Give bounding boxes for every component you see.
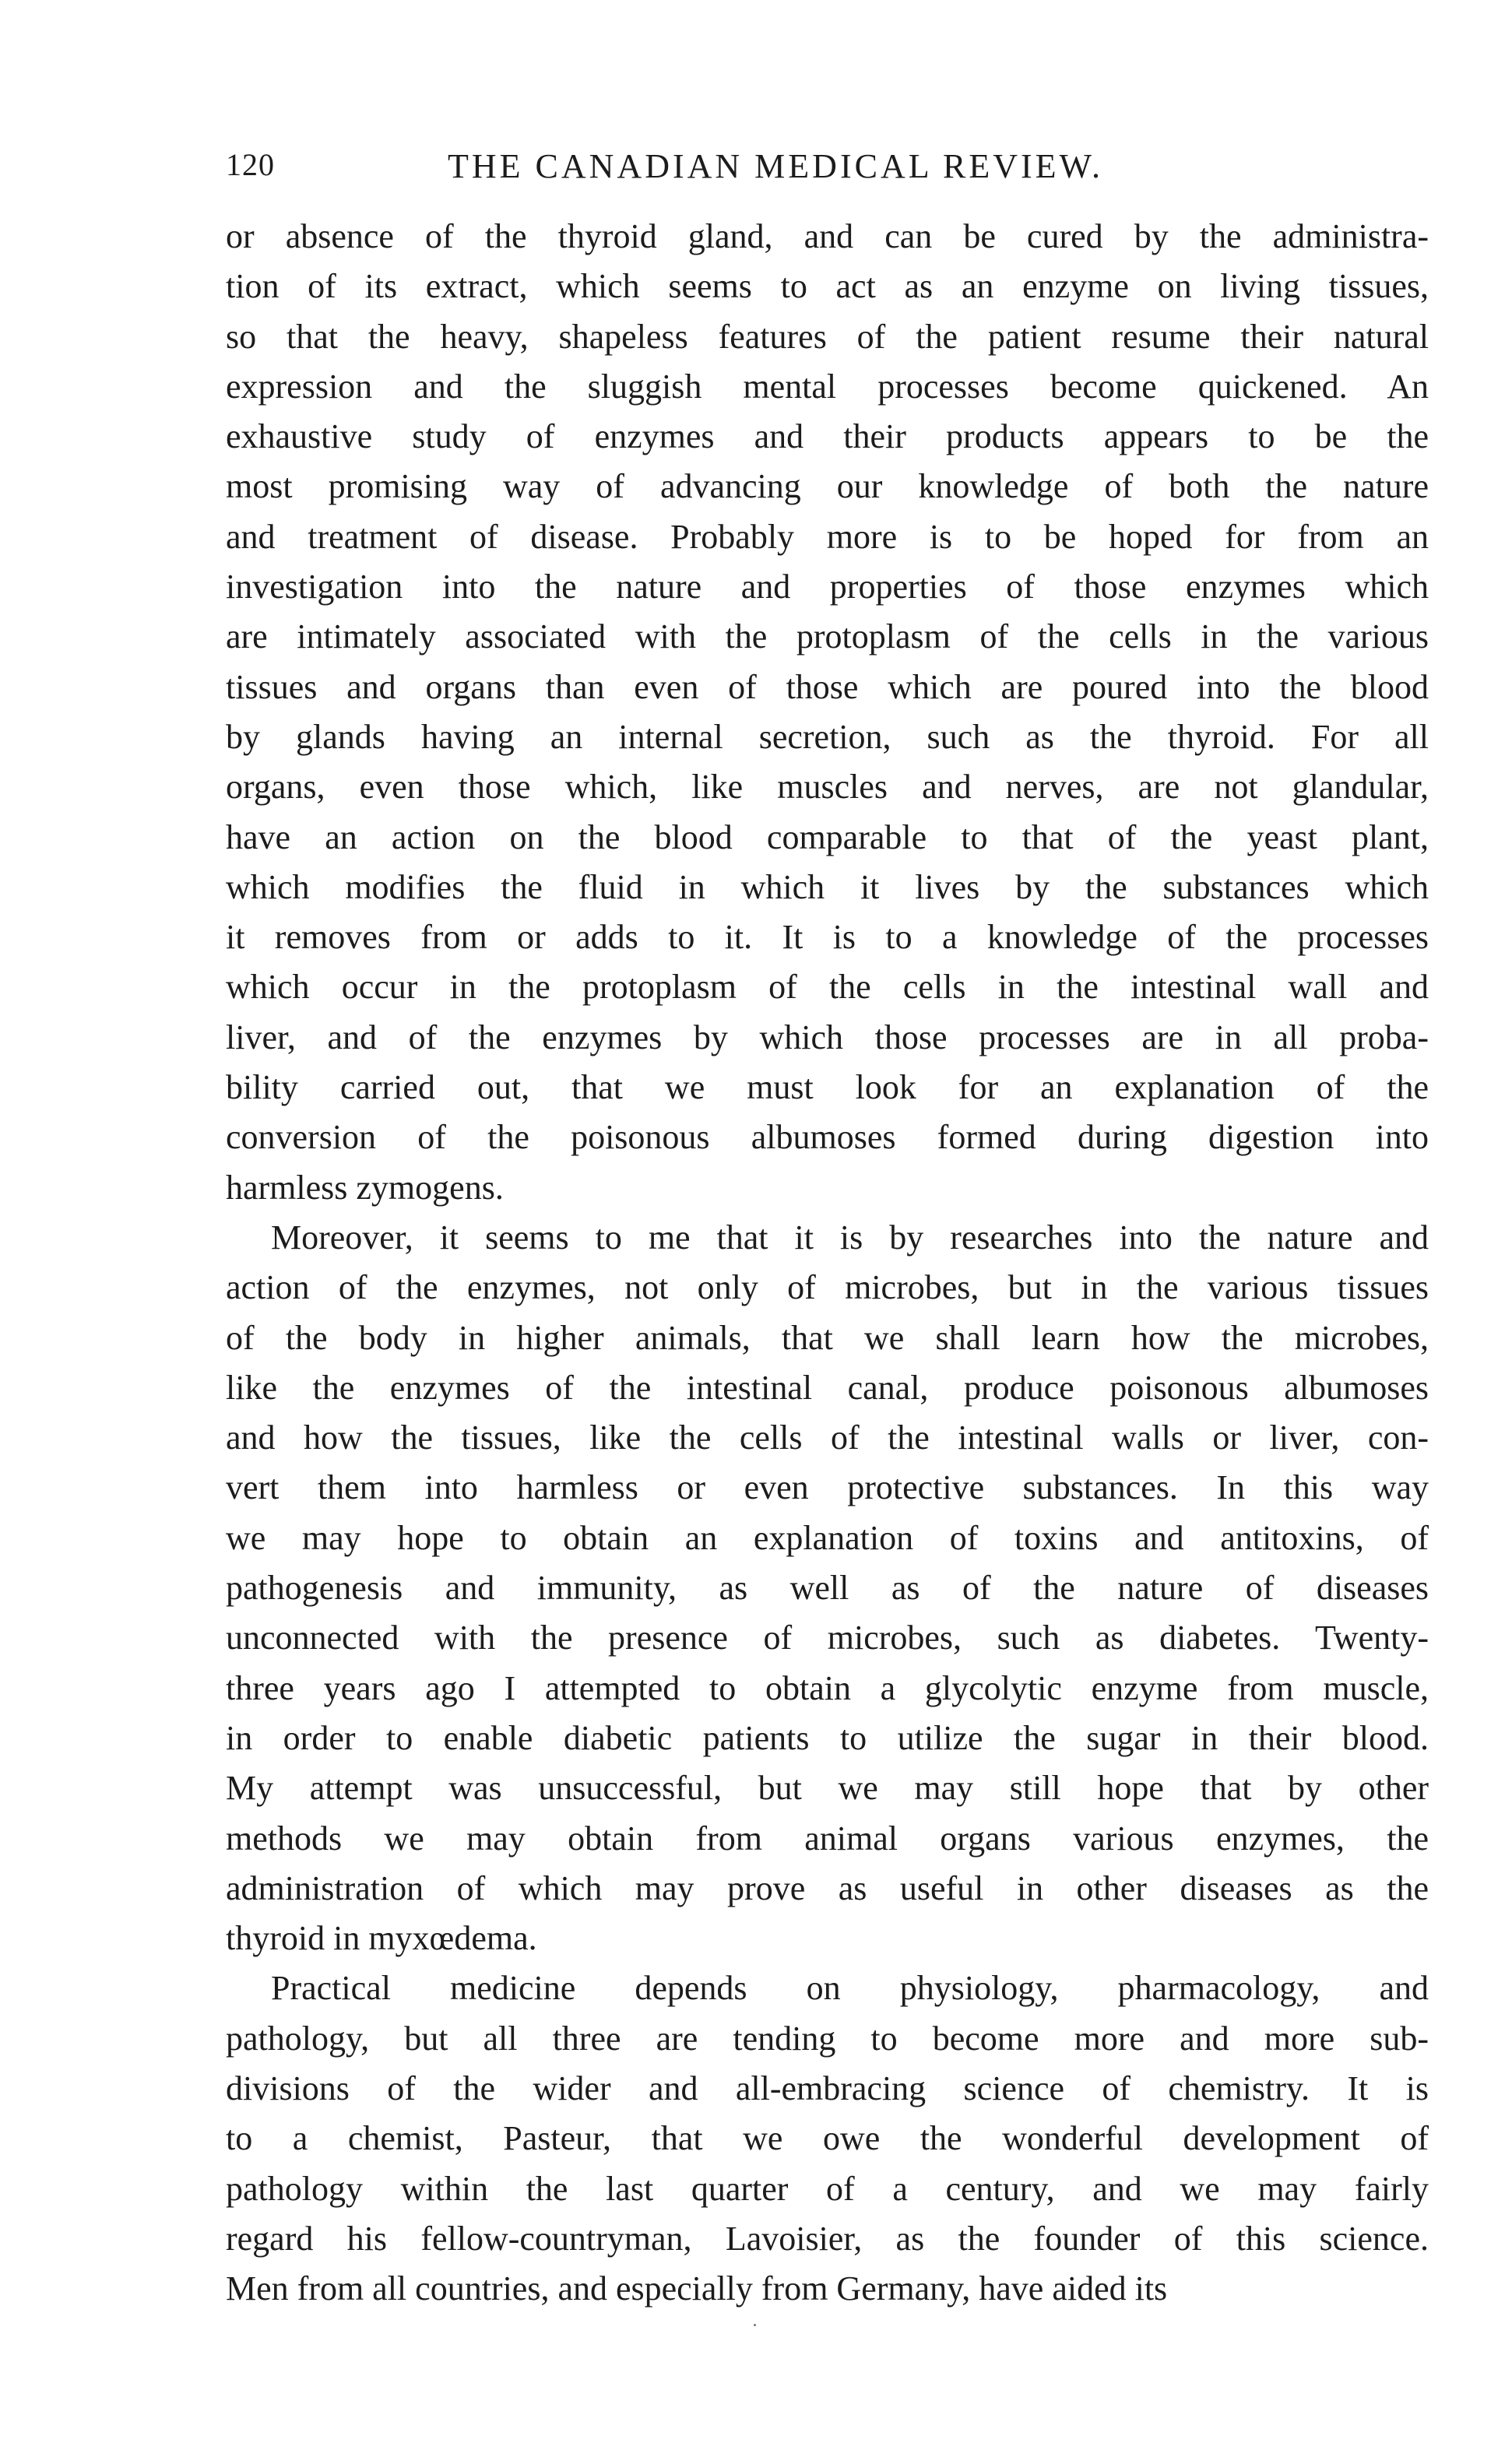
text-line: Practical medicine depends on physiology, pharmacology, and <box>271 1969 1429 2008</box>
text-line: or absence of the thyroid gland, and can be cured by the administra- <box>226 217 1429 255</box>
paragraph-2 <box>226 1213 1429 1963</box>
page-header <box>226 146 1440 193</box>
body-text <box>226 212 1429 2314</box>
text-line: unconnected with the presence of microbes, such as diabetes. Twenty- <box>226 1619 1429 1657</box>
text-line: pathology within the last quarter of a century, and we may fairly <box>226 2169 1429 2208</box>
text-line: Men from all countries, and especially from Germany, have aided its <box>226 2269 1168 2308</box>
text-line: organs, even those which, like muscles and nerves, are not glandular, <box>226 768 1429 807</box>
text-line: so that the heavy, shapeless features of the patient resume their natural <box>226 317 1429 356</box>
text-line: have an action on the blood comparable to that of the yeast plant, <box>226 817 1429 856</box>
text-line: we may hope to obtain an explanation of toxins and antitoxins, of <box>226 1518 1429 1557</box>
text-line: vert them into harmless or even protective substances. In this way <box>226 1468 1429 1507</box>
text-line: harmless zymogens. <box>226 1168 504 1207</box>
text-line: Moreover, it seems to me that it is by researches into the nature and <box>271 1218 1429 1257</box>
text-line: like the enzymes of the intestinal canal, produce poisonous albumoses <box>226 1368 1429 1407</box>
text-line: thyroid in myxœdema. <box>226 1919 537 1958</box>
text-line: to a chemist, Pasteur, that we owe the wonderful development of <box>226 2119 1429 2158</box>
page-number: 120 <box>226 147 275 182</box>
text-line: My attempt was unsuccessful, but we may still hope that by other <box>226 1769 1429 1808</box>
text-line: it removes from or adds to it. It is to a knowledge of the processes <box>226 918 1429 957</box>
text-line: regard his fellow-countryman, Lavoisier, as the founder of this science. <box>226 2219 1429 2258</box>
text-line: investigation into the nature and properties of those enzymes which <box>226 568 1429 606</box>
paragraph-3 <box>226 1963 1429 2314</box>
text-line: pathology, but all three are tending to become more and more sub- <box>226 2019 1429 2058</box>
text-line: bility carried out, that we must look for an explanation of the <box>226 1068 1429 1107</box>
text-line: and treatment of disease. Probably more is to be hoped for from an <box>226 517 1429 556</box>
running-title: THE CANADIAN MEDICAL REVIEW. <box>448 147 1103 185</box>
text-line: methods we may obtain from animal organs various enzymes, the <box>226 1819 1429 1858</box>
text-line: which modifies the fluid in which it lives by the substances which <box>226 867 1429 906</box>
text-line: divisions of the wider and all-embracing science of chemistry. It is <box>226 2069 1429 2107</box>
text-line: pathogenesis and immunity, as well as of the nature of diseases <box>226 1569 1429 1608</box>
text-line: in order to enable diabetic patients to utilize the sugar in their blood. <box>226 1718 1429 1757</box>
text-line: liver, and of the enzymes by which those processes are in all proba- <box>226 1018 1429 1056</box>
text-line: exhaustive study of enzymes and their products appears to be the <box>226 417 1429 456</box>
text-line: most promising way of advancing our knowledge of both the nature <box>226 467 1429 506</box>
text-line: which occur in the protoplasm of the cells in the intestinal wall and <box>226 968 1429 1007</box>
text-line: three years ago I attempted to obtain a glycolytic enzyme from muscle, <box>226 1668 1429 1707</box>
text-line: expression and the sluggish mental processes become quickened. An <box>226 367 1429 406</box>
text-line: action of the enzymes, not only of microbes, but in the various tissues <box>226 1268 1429 1307</box>
text-line: conversion of the poisonous albumoses formed during digestion into <box>226 1118 1429 1157</box>
print-speck <box>754 2324 756 2326</box>
text-line: are intimately associated with the protoplasm of the cells in the various <box>226 617 1429 656</box>
text-line: by glands having an internal secretion, such as the thyroid. For all <box>226 717 1429 756</box>
text-line: administration of which may prove as useful in other diseases as the <box>226 1868 1429 1907</box>
text-line: tion of its extract, which seems to act as an enzyme on living tissues, <box>226 267 1429 306</box>
paragraph-1 <box>226 212 1429 1213</box>
text-line: of the body in higher animals, that we shall learn how the microbes, <box>226 1318 1429 1357</box>
text-line: tissues and organs than even of those which are poured into the blood <box>226 667 1429 706</box>
text-line: and how the tissues, like the cells of the intestinal walls or liver, con- <box>226 1418 1429 1457</box>
